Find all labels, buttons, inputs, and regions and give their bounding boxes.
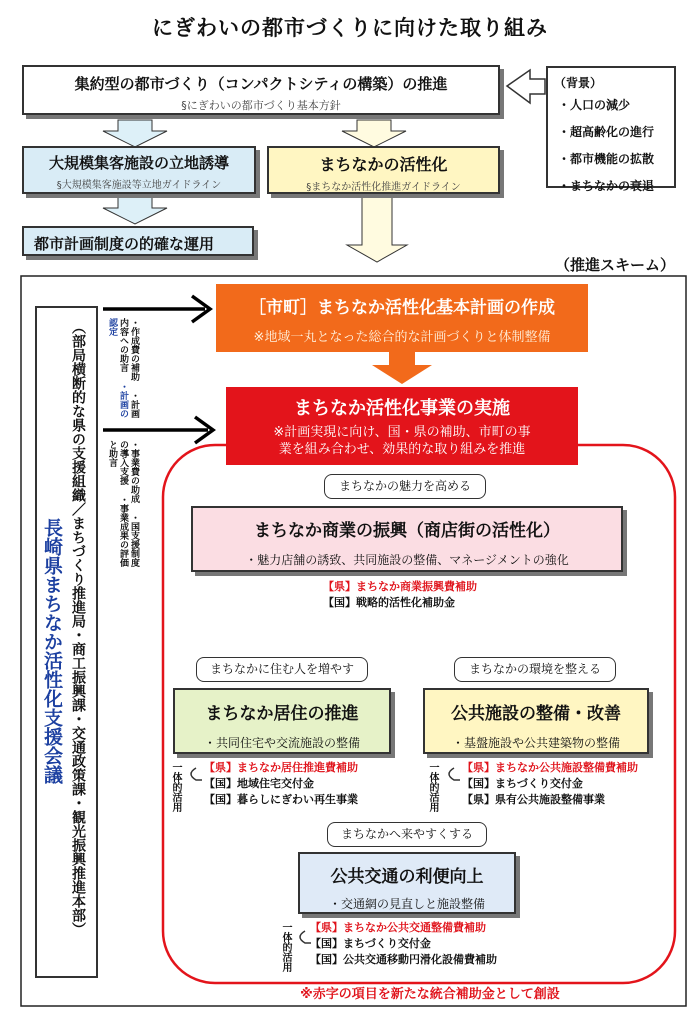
arrow-plan-to-implementation <box>372 352 432 384</box>
support-item: ・事業成果の評価と助言 <box>107 440 128 567</box>
public-facility-tag: まちなかの環境を整える <box>454 657 616 682</box>
background-item: ・人口の減少 <box>558 98 631 112</box>
basic-plan-title: ［市町］まちなか活性化基本計画の作成 <box>249 298 555 318</box>
implementation-sub-1: ※計画実現に向け、国・県の補助、市町の事 <box>273 425 531 440</box>
public-facility-sub: ・基盤施設や公共建築物の整備 <box>451 736 620 750</box>
arrow-large-to-urban <box>103 196 167 224</box>
transport-combined: 一体的活用 <box>280 922 291 972</box>
curl-residence <box>191 768 202 780</box>
transport-sub: ・交通網の見直しと施設整備 <box>328 897 485 911</box>
urban-planning-box <box>22 226 254 256</box>
commerce-sub: ・魅力店舗の誘致、共同施設の整備、マネージメントの強化 <box>245 553 569 567</box>
public-facility-subsidy: 【国】まちづくり交付金 <box>462 777 583 790</box>
residence-box <box>173 688 391 754</box>
transport-subsidy: 【国】公共交通移動円滑化設備費補助 <box>310 953 497 966</box>
commerce-title: まちなか商業の振興（商店街の活性化） <box>254 521 560 541</box>
arrow-compact-to-large <box>103 120 167 147</box>
support-item: ・作成費の補助 <box>129 318 139 381</box>
commerce-box <box>191 506 623 572</box>
public-facility-combined: 一体的活用 <box>427 762 438 812</box>
support-org-name: 長崎県まちなか活性化支援会議 <box>41 518 63 784</box>
urban-planning-title: 都市計画制度の的確な運用 <box>34 235 215 253</box>
support-list-plan <box>106 318 139 418</box>
transport-subsidies <box>310 920 550 968</box>
residence-subsidy: 【国】暮らしにぎわい再生事業 <box>204 793 358 806</box>
arrow-background-to-compact <box>507 70 545 103</box>
implementation-sub-2: 業を組み合わせ、効果的な取り組みを推進 <box>278 442 526 457</box>
implementation-title: まちなか活性化事業の実施 <box>294 398 510 419</box>
residence-subsidies <box>204 760 404 808</box>
support-list-impl <box>106 440 139 570</box>
arrow-revitalization-to-scheme <box>347 196 407 262</box>
implementation-box <box>226 387 578 465</box>
transport-subsidy: 【国】まちづくり交付金 <box>310 937 431 950</box>
compact-city-box <box>22 65 500 115</box>
residence-subsidy: 【国】地域住宅交付金 <box>204 777 314 790</box>
residence-subsidy: 【県】まちなか居住推進費補助 <box>204 761 358 774</box>
transport-subsidy: 【県】まちなか公共交通整備費補助 <box>310 921 486 934</box>
background-heading: （背景） <box>554 76 603 90</box>
transport-box <box>298 852 516 914</box>
commerce-subsidies <box>323 579 553 611</box>
basic-plan-sub: ※地域一丸となった総合的な計画づくりと体制整備 <box>253 330 551 345</box>
commerce-tag: まちなかの魅力を高める <box>324 474 486 499</box>
support-org-box <box>35 306 98 978</box>
public-facility-subsidy: 【県】県有公共施設整備事業 <box>462 793 605 806</box>
residence-sub: ・共同住宅や交流施設の整備 <box>203 736 360 750</box>
scheme-label: （推進スキーム） <box>545 254 685 275</box>
public-facility-subsidies <box>462 760 672 808</box>
arrow-compact-to-revitalization <box>342 120 406 147</box>
revitalization-sub: §まちなか活性化推進ガイドライン <box>306 182 461 193</box>
basic-plan-box <box>216 284 588 352</box>
commerce-subsidy: 【国】戦略的活性化補助金 <box>323 596 455 609</box>
background-item: ・都市機能の拡散 <box>558 152 655 166</box>
curl-public <box>449 768 460 780</box>
background-item: ・まちなかの衰退 <box>558 179 655 193</box>
support-item: ・計画内容への助言 <box>118 318 139 418</box>
page-title: にぎわいの都市づくりに向けた取り組み <box>152 16 548 40</box>
compact-city-sub: §にぎわいの都市づくり基本方針 <box>181 99 341 112</box>
support-item: ・事業費の助成 <box>129 440 139 503</box>
support-org-members: （部局横断的な県の支援組織／まちづくり推進局・商工振興課・交通政策課・観光振興推進本部） <box>70 320 86 936</box>
residence-tag: まちなかに住む人を増やす <box>196 657 368 682</box>
compact-city-title: 集約型の都市づくり（コンパクトシティの構築）の推進 <box>74 75 448 93</box>
support-item: ・計画の認定 <box>107 318 128 418</box>
public-facility-title: 公共施設の整備・改善 <box>451 704 621 724</box>
large-facility-box <box>22 146 256 194</box>
support-item: ・国支援制度の導入支援 <box>118 440 139 567</box>
background-box <box>546 66 676 193</box>
commerce-subsidy: 【県】まちなか商業振興費補助 <box>323 580 477 593</box>
transport-tag: まちなかへ来やすくする <box>327 822 487 847</box>
public-facility-box <box>423 688 649 754</box>
large-facility-sub: §大規模集客施設等立地ガイドライン <box>56 180 222 191</box>
residence-title: まちなか居住の推進 <box>205 704 359 724</box>
footnote: ※赤字の項目を新たな統合補助金として創設 <box>300 987 560 1002</box>
public-facility-subsidy: 【県】まちなか公共施設整備費補助 <box>462 761 638 774</box>
residence-combined: 一体的活用 <box>170 762 181 812</box>
large-facility-title: 大規模集客施設の立地誘導 <box>48 154 229 172</box>
transport-title: 公共交通の利便向上 <box>330 867 484 887</box>
revitalization-box <box>267 146 500 194</box>
background-item: ・超高齢化の進行 <box>558 125 655 139</box>
revitalization-title: まちなかの活性化 <box>319 155 448 174</box>
